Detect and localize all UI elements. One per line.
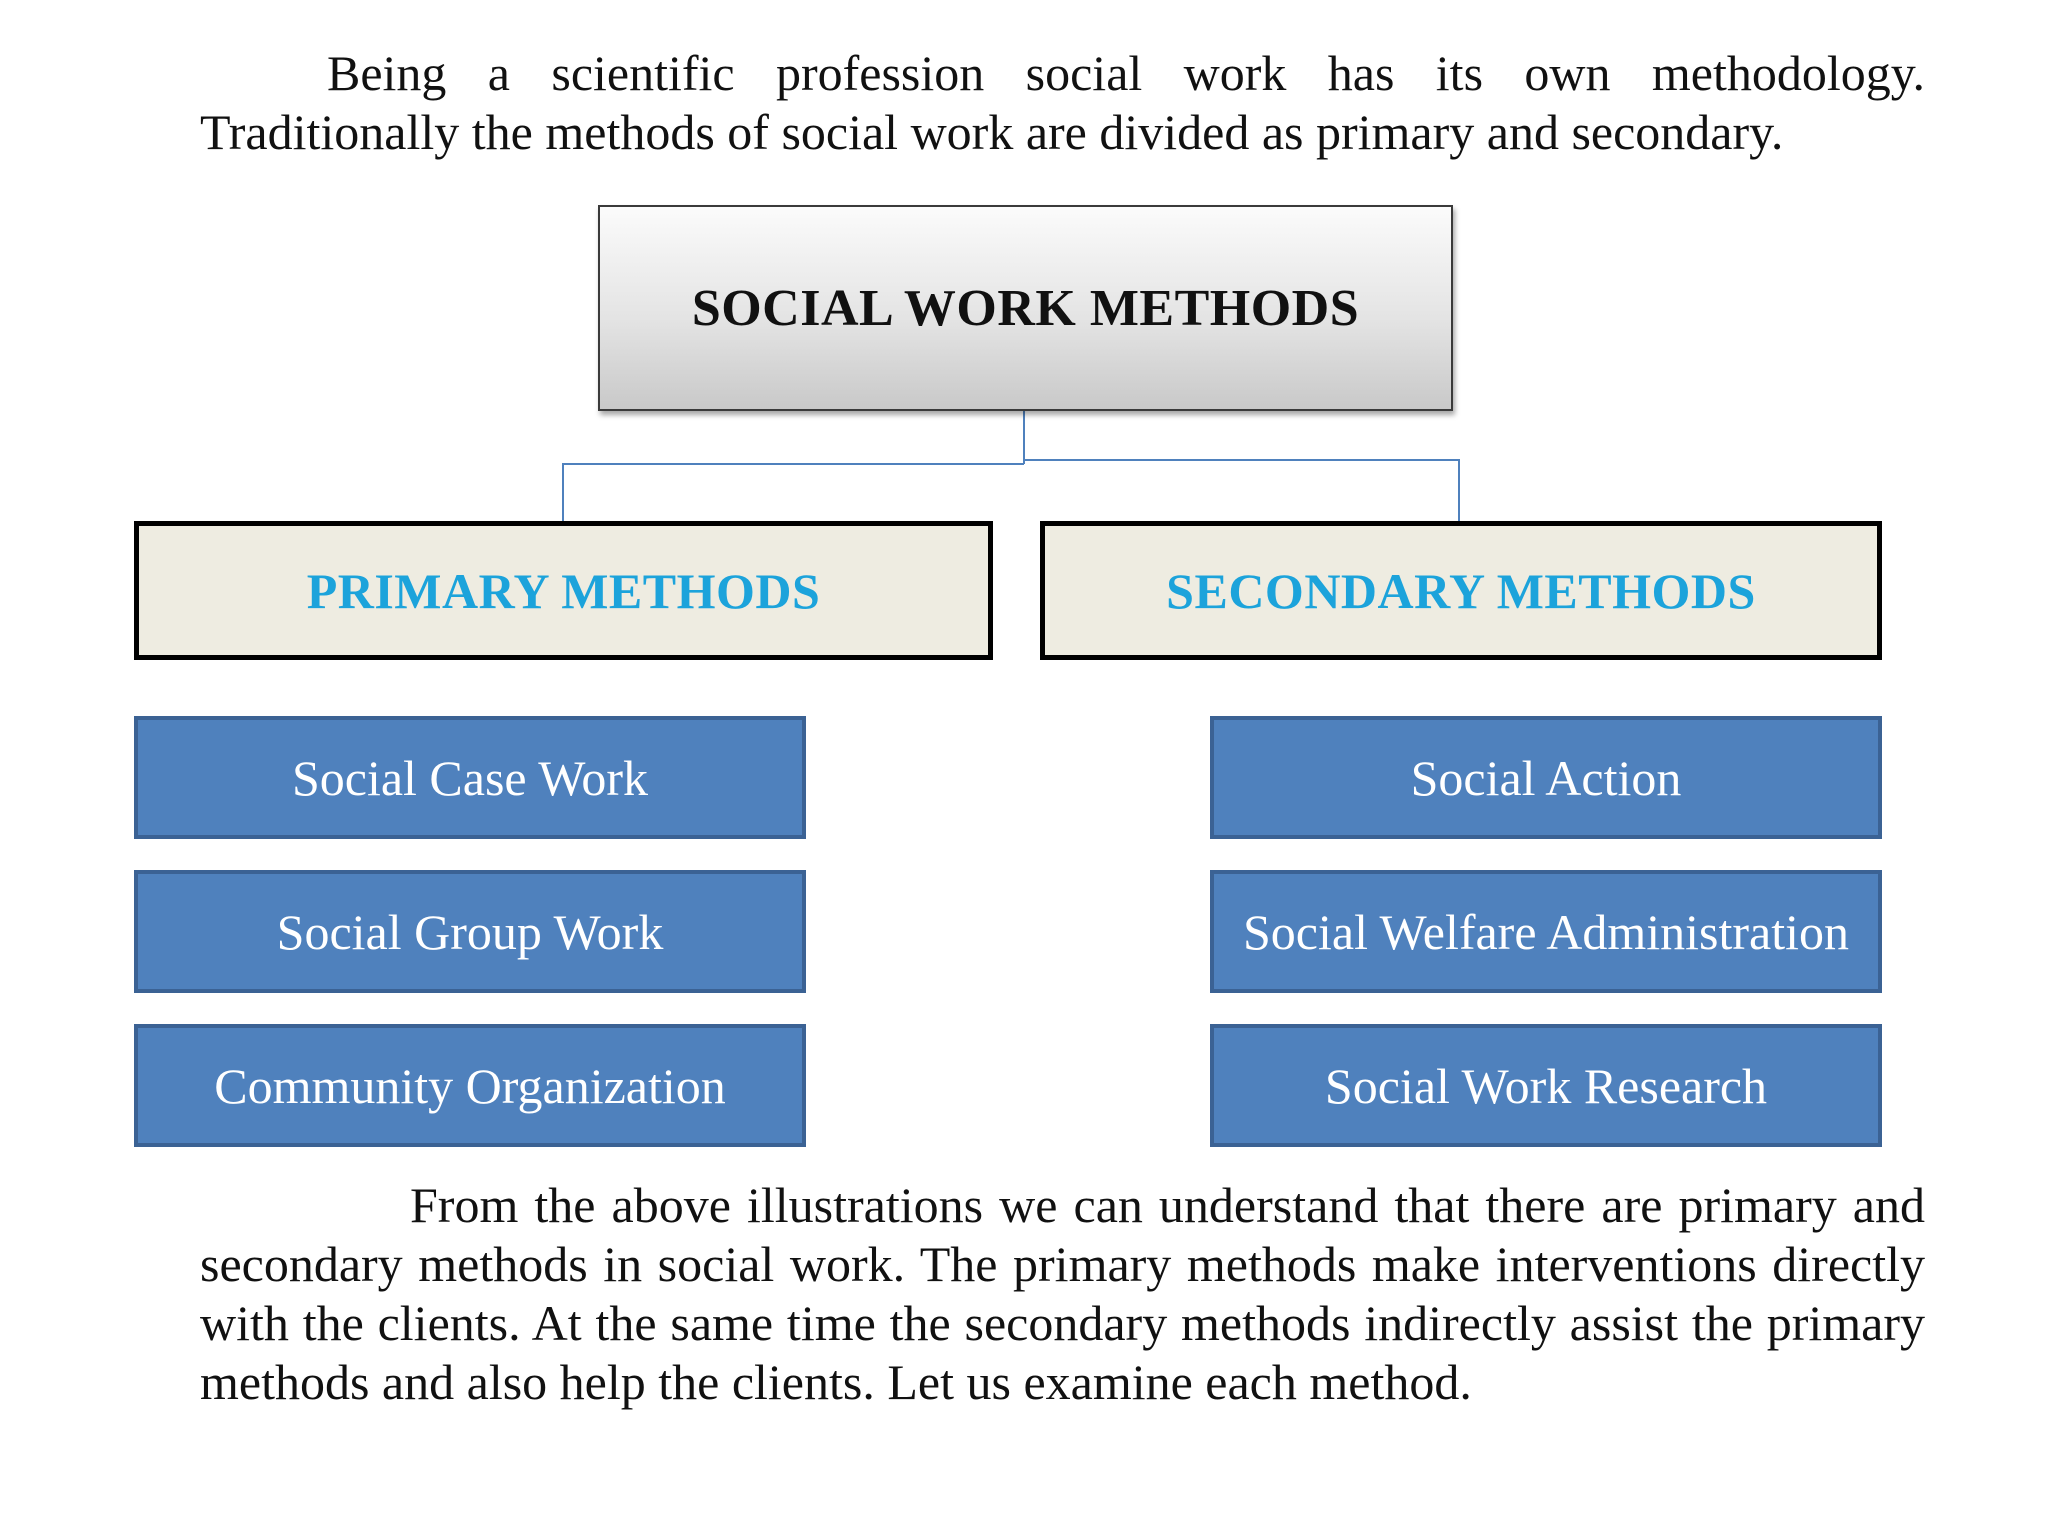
- connector-to-primary: [563, 464, 1024, 521]
- secondary-item-social-welfare-administration: [1210, 870, 1882, 993]
- root-node-label: SOCIAL WORK METHODS: [691, 279, 1360, 337]
- secondary-item-label: Social Welfare Administration: [1242, 903, 1850, 960]
- intro-paragraph: Being a scientific profession social work has its own methodology. Traditionally the methods of social work are divided as primary and secondary.: [200, 45, 1925, 160]
- secondary-item-social-work-research: [1210, 1024, 1882, 1147]
- connector-to-secondary: [1024, 460, 1459, 521]
- secondary-item-social-action: [1210, 716, 1882, 839]
- primary-item-social-case-work: [134, 716, 806, 839]
- secondary-item-label: Social Work Research: [1324, 1057, 1768, 1114]
- outro-paragraph: From the above illustrations we can understand that there are primary and secondary methods in social work. The primary methods make interventions directly with the clients. At the same time the secondary methods indirectly assist the primary methods and also help the clients. Let us examine each method.: [200, 1177, 1925, 1410]
- root-node-social-work-methods: [598, 205, 1453, 411]
- primary-item-label: Community Organization: [214, 1057, 726, 1114]
- secondary-item-label: Social Action: [1410, 749, 1682, 806]
- primary-methods-node: [134, 521, 993, 660]
- primary-methods-label: PRIMARY METHODS: [306, 562, 821, 619]
- secondary-methods-label: SECONDARY METHODS: [1166, 562, 1756, 619]
- primary-item-label: Social Group Work: [276, 903, 664, 960]
- secondary-methods-node: [1040, 521, 1882, 660]
- primary-item-social-group-work: [134, 870, 806, 993]
- primary-item-label: Social Case Work: [291, 749, 649, 806]
- primary-item-community-organization: [134, 1024, 806, 1147]
